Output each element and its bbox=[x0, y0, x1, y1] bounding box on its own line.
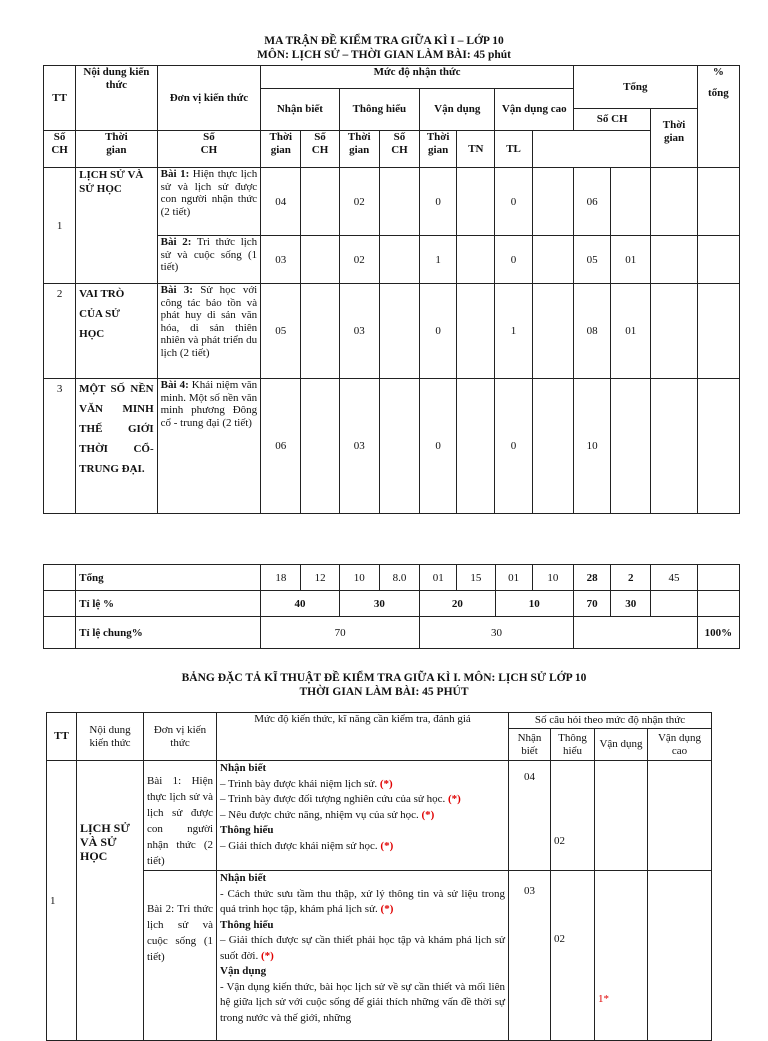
spec-cell-nb: 03 bbox=[509, 871, 551, 1041]
summary-cell: 100% bbox=[697, 617, 739, 649]
matrix-row bbox=[44, 168, 740, 236]
cell-tn: 06 bbox=[573, 168, 610, 236]
matrix-row bbox=[44, 284, 740, 379]
spec-cell-th: 02 bbox=[551, 761, 595, 871]
summary-cell: 28 bbox=[573, 565, 610, 591]
spec-title-line2: THỜI GIAN LÀM BÀI: 45 PHÚT bbox=[299, 686, 469, 698]
cell-vd: 0 bbox=[420, 379, 457, 514]
spec-col-vd: Vận dụng bbox=[595, 729, 648, 761]
desc-line: - Vận dụng kiến thức, bài học lịch sử về sự cần thiết và mối liên hệ giữa lịch sử với cuộc sống để giải thích những vấn đề thời sự trong nước và thế giới, những bbox=[220, 980, 505, 1024]
thoi-label: Thời bbox=[662, 119, 686, 131]
summary-cell: 10 bbox=[495, 591, 573, 617]
desc-heading: Nhận biết bbox=[220, 762, 267, 774]
matrix-col-van-dung-cao: Vận dụng cao bbox=[495, 89, 574, 131]
sub-so-ch-th: Số CH bbox=[157, 131, 261, 168]
matrix-row-topic: LỊCH SỬ VÀ SỬ HỌC bbox=[76, 168, 157, 284]
spec-cell-th: 02 bbox=[551, 871, 595, 1041]
summary-cell: 45 bbox=[651, 565, 697, 591]
cell-tn: 08 bbox=[573, 284, 610, 379]
summary-cell: 12 bbox=[301, 565, 339, 591]
spec-row-unit: Bài 1: Hiện thực lịch sử và lịch sử được con người nhận thức (2 tiết) bbox=[144, 761, 217, 871]
spec-cell-vd: 1* bbox=[595, 871, 648, 1041]
matrix-col-thoi-gian-tong bbox=[651, 109, 697, 168]
cell-vdc: 0 bbox=[495, 379, 532, 514]
summary-cell: 2 bbox=[611, 565, 651, 591]
spec-title-line1: BẢNG ĐẶC TẢ KĨ THUẬT ĐỀ KIỂM TRA GIỮA KÌ I. MÔN: LỊCH SỬ LỚP 10 bbox=[181, 672, 587, 684]
summary-cell: 70 bbox=[573, 591, 610, 617]
sub-so-ch-vd: Số CH bbox=[301, 131, 339, 168]
matrix-title-line2: MÔN: LỊCH SỬ – THỜI GIAN LÀM BÀI: 45 phút bbox=[257, 49, 511, 61]
matrix-col-noi-dung: Nội dung kiến thức bbox=[76, 66, 157, 131]
summary-row-tile bbox=[44, 591, 740, 617]
spec-title bbox=[0, 671, 768, 699]
cell-th: 03 bbox=[339, 284, 379, 379]
spec-table bbox=[46, 712, 712, 1041]
desc-heading: Thông hiểu bbox=[220, 824, 274, 836]
matrix-row-unit: Bài 4: Khái niệm văn minh. Một số nền văn minh phương Đông cổ - trung đại (2 tiết) bbox=[157, 379, 261, 514]
matrix-col-van-dung: Vận dụng bbox=[420, 89, 495, 131]
spec-col-don-vi: Đơn vị kiến thức bbox=[144, 713, 217, 761]
summary-tile-label: Tỉ lệ % bbox=[76, 591, 261, 617]
spec-col-tt: TT bbox=[47, 713, 77, 761]
sub-thoi-gian-vdc: Thời gian bbox=[420, 131, 457, 168]
matrix-col-tt: TT bbox=[44, 66, 76, 131]
cell-tl: 01 bbox=[611, 284, 651, 379]
cell-th: 02 bbox=[339, 168, 379, 236]
sub-tn: TN bbox=[457, 131, 495, 168]
sub-tl: TL bbox=[495, 131, 532, 168]
spec-col-vdc: Vận dụng cao bbox=[648, 729, 712, 761]
matrix-row-topic: VAI TRÒ CỦA SỬ HỌC bbox=[76, 284, 157, 379]
matrix-col-thong-hieu: Thông hiểu bbox=[339, 89, 419, 131]
spec-row bbox=[47, 871, 712, 1041]
matrix-col-percent bbox=[697, 66, 739, 168]
cell-tl bbox=[611, 379, 651, 514]
cell-tl: 01 bbox=[611, 236, 651, 284]
spec-col-muc-do: Mức độ kiến thức, kĩ năng cần kiểm tra, đánh giá bbox=[217, 713, 509, 761]
gian-label: gian bbox=[663, 132, 685, 144]
summary-table bbox=[43, 564, 740, 649]
percent-tong: tổng bbox=[707, 87, 729, 99]
spec-col-so-cau: Số câu hỏi theo mức độ nhận thức bbox=[509, 713, 712, 729]
summary-cell: 15 bbox=[457, 565, 495, 591]
matrix-col-don-vi: Đơn vị kiến thức bbox=[157, 66, 261, 131]
matrix-col-so-ch: Số CH bbox=[573, 109, 650, 131]
matrix-row-topic: MỘT SỐ NỀN VĂN MINH THẾ GIỚI THỜI CỔ- TRUNG ĐẠI. bbox=[76, 379, 157, 514]
desc-line: – Giải thích được sự cần thiết phải học tập và khám phá lịch sử suốt đời. (*) bbox=[220, 934, 505, 962]
spec-col-noi-dung: Nội dung kiến thức bbox=[77, 713, 144, 761]
summary-row-tong bbox=[44, 565, 740, 591]
matrix-row-tt: 1 bbox=[44, 168, 76, 284]
cell-vdc: 0 bbox=[495, 168, 532, 236]
summary-cell: 30 bbox=[339, 591, 419, 617]
desc-line: – Trình bày được khái niệm lịch sử. (*) bbox=[220, 777, 393, 790]
summary-cell: 30 bbox=[420, 617, 574, 649]
sub-thoi-gian-vd: Thời gian bbox=[339, 131, 379, 168]
desc-line: – Trình bày được đối tượng nghiên cứu của sử học. (*) bbox=[220, 793, 461, 805]
spec-row-desc bbox=[217, 761, 509, 871]
cell-vd: 0 bbox=[420, 168, 457, 236]
summary-cell: 01 bbox=[495, 565, 532, 591]
summary-cell: 10 bbox=[339, 565, 379, 591]
cell-tn: 05 bbox=[573, 236, 610, 284]
matrix-col-muc-do: Mức độ nhận thức bbox=[261, 66, 574, 89]
summary-cell: 18 bbox=[261, 565, 301, 591]
cell-vd: 0 bbox=[420, 284, 457, 379]
summary-tlc-label: Tỉ lệ chung% bbox=[76, 617, 261, 649]
spec-col-nb: Nhận biết bbox=[509, 729, 551, 761]
desc-heading: Nhận biết bbox=[220, 872, 267, 884]
spec-row-topic: LỊCH SỬ VÀ SỬ HỌC bbox=[77, 761, 144, 1041]
cell-nb: 06 bbox=[261, 379, 301, 514]
desc-heading: Vận dụng bbox=[220, 965, 267, 977]
matrix-row-tt: 3 bbox=[44, 379, 76, 514]
spec-row-desc bbox=[217, 871, 509, 1041]
sub-so-ch-vdc: Số CH bbox=[379, 131, 419, 168]
cell-vdc: 0 bbox=[495, 236, 532, 284]
cell-tn: 10 bbox=[573, 379, 610, 514]
summary-cell: 30 bbox=[611, 591, 651, 617]
spec-row-tt: 1 bbox=[47, 761, 77, 1041]
matrix-row-unit: Bài 2: Tri thức lịch sử và cuộc sống (1 tiết) bbox=[157, 236, 261, 284]
cell-th: 03 bbox=[339, 379, 379, 514]
sub-thoi-gian-th: Thời gian bbox=[261, 131, 301, 168]
matrix-title-line1: MA TRẬN ĐỀ KIỂM TRA GIỮA KÌ I – LỚP 10 bbox=[264, 35, 504, 47]
matrix-row bbox=[44, 379, 740, 514]
cell-vd: 1 bbox=[420, 236, 457, 284]
cell-nb: 03 bbox=[261, 236, 301, 284]
cell-vdc: 1 bbox=[495, 284, 532, 379]
cell-tl bbox=[611, 168, 651, 236]
cell-nb: 04 bbox=[261, 168, 301, 236]
cell-nb: 05 bbox=[261, 284, 301, 379]
matrix-row-unit: Bài 1: Hiện thực lịch sử và lịch sử được con người nhận thức (2 tiết) bbox=[157, 168, 261, 236]
summary-cell: 10 bbox=[532, 565, 573, 591]
matrix-row-unit: Bài 3: Sử học với công tác bảo tồn và phát huy di sản văn hóa, di sản thiên nhiên và phát triển du lịch (2 tiết) bbox=[157, 284, 261, 379]
matrix-title bbox=[0, 34, 768, 62]
matrix-col-nhan-biet: Nhận biết bbox=[261, 89, 339, 131]
summary-tong-label: Tổng bbox=[76, 565, 261, 591]
spec-col-th: Thông hiểu bbox=[551, 729, 595, 761]
matrix-row-tt: 2 bbox=[44, 284, 76, 379]
summary-cell: 40 bbox=[261, 591, 339, 617]
sub-so-ch-nb: Số CH bbox=[44, 131, 76, 168]
summary-row-tile-chung bbox=[44, 617, 740, 649]
desc-line: - Cách thức sưu tầm thu thập, xử lý thông tin và sử liệu trong quá trình học tập, khám phá lịch sử. (*) bbox=[220, 887, 505, 915]
desc-line: – Nêu được chức năng, nhiệm vụ của sử học. (*) bbox=[220, 808, 435, 821]
summary-cell: 01 bbox=[420, 565, 457, 591]
desc-heading: Thông hiểu bbox=[220, 918, 274, 931]
sub-thoi-gian-nb: Thời gian bbox=[76, 131, 157, 168]
summary-cell: 8.0 bbox=[379, 565, 419, 591]
matrix-col-tong: Tổng bbox=[573, 66, 697, 109]
matrix-table bbox=[43, 65, 740, 514]
cell-th: 02 bbox=[339, 236, 379, 284]
spec-row bbox=[47, 761, 712, 871]
spec-cell-nb: 04 bbox=[509, 761, 551, 871]
summary-cell: 70 bbox=[261, 617, 420, 649]
spec-row-unit: Bài 2: Tri thức lịch sử và cuộc sống (1 tiết) bbox=[144, 871, 217, 1041]
summary-cell: 20 bbox=[420, 591, 495, 617]
desc-line: – Giải thích được khái niệm sử học. (*) bbox=[220, 839, 394, 852]
percent-symbol: % bbox=[712, 66, 724, 78]
